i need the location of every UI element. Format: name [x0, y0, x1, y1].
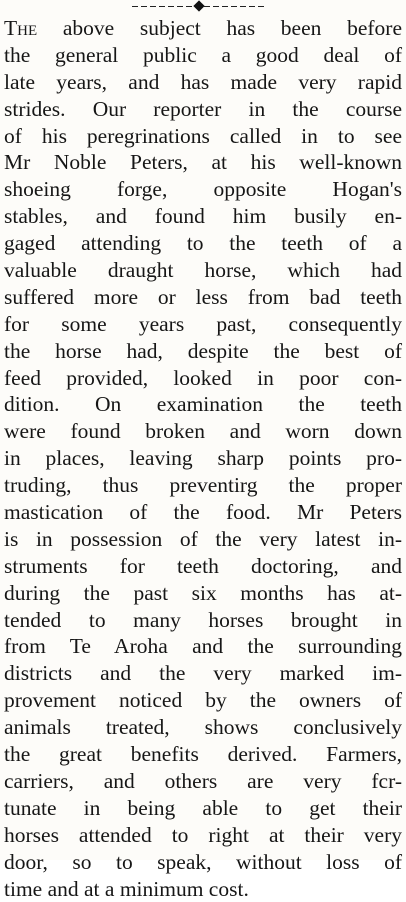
- article-line: The above subject has been before: [4, 15, 402, 42]
- article-line: suffered more or less from bad teeth: [4, 284, 402, 311]
- article-line: Mr Noble Peters, at his well-known: [4, 149, 402, 176]
- article-body: [4, 15, 402, 902]
- article-line-last: time and at a minimum cost.: [4, 876, 402, 902]
- article-line: in places, leaving sharp points pro-: [4, 445, 402, 472]
- article-line: door, so to speak, without loss of: [4, 849, 402, 876]
- article-line: during the past six months has at-: [4, 580, 402, 607]
- article-line: strides. Our reporter in the course: [4, 96, 402, 123]
- article-line: is in possession of the very latest in-: [4, 526, 402, 553]
- article-line: late years, and has made very rapid: [4, 69, 402, 96]
- article-line: feed provided, looked in poor con-: [4, 365, 402, 392]
- article-line: the general public a good deal of: [4, 42, 402, 69]
- article-line: valuable draught horse, which had: [4, 257, 402, 284]
- article-line: gaged attending to the teeth of a: [4, 230, 402, 257]
- article-line: shoeing forge, opposite Hogan's: [4, 176, 402, 203]
- article-line: struments for teeth doctoring, and: [4, 553, 402, 580]
- article-line: carriers, and others are very fcr-: [4, 768, 402, 795]
- article-line: tended to many horses brought in: [4, 607, 402, 634]
- article-line: from Te Aroha and the surrounding: [4, 633, 402, 660]
- article-line: of his peregrinations called in to see: [4, 123, 402, 150]
- article-line: truding, thus preventirg the proper: [4, 472, 402, 499]
- diamond-ornament-icon: [193, 0, 204, 11]
- article-line: the great benefits derived. Farmers,: [4, 741, 402, 768]
- article-line: provement noticed by the owners of: [4, 687, 402, 714]
- article-line: animals treated, shows conclusively: [4, 714, 402, 741]
- article-line: stables, and found him busily en-: [4, 203, 402, 230]
- article-line: mastication of the food. Mr Peters: [4, 499, 402, 526]
- article-line: districts and the very marked im-: [4, 660, 402, 687]
- article-line: were found broken and worn down: [4, 418, 402, 445]
- article-line: horses attended to right at their very: [4, 822, 402, 849]
- lead-word: The: [4, 16, 37, 40]
- article-line: the horse had, despite the best of: [4, 338, 402, 365]
- article-line: dition. On examination the teeth: [4, 391, 402, 418]
- article-line: tunate in being able to get their: [4, 795, 402, 822]
- article-line: for some years past, consequently: [4, 311, 402, 338]
